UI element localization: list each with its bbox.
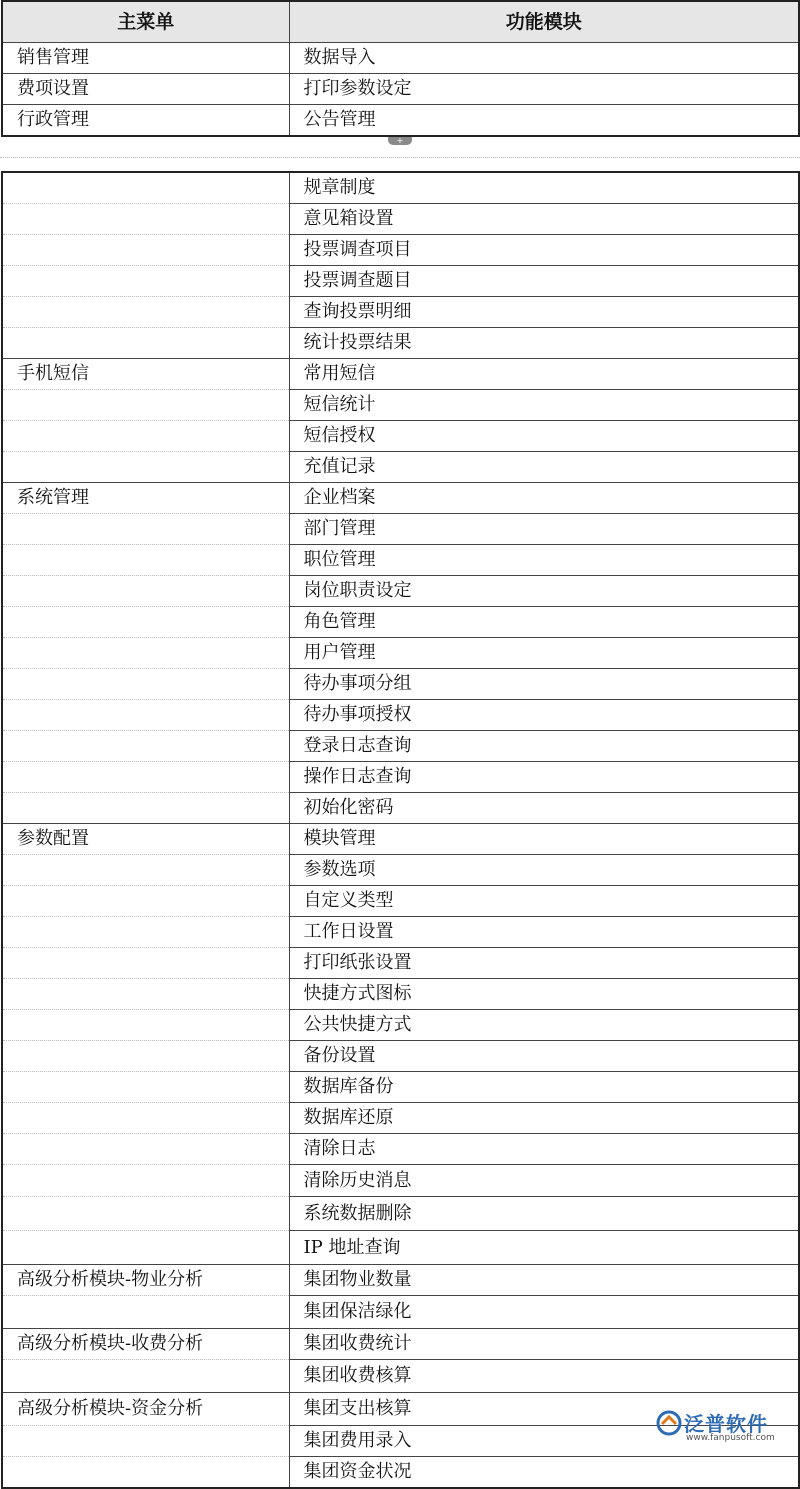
table-row <box>2 328 799 359</box>
function-module-cell: 投票调查题目 <box>289 266 799 297</box>
table-row <box>2 1231 799 1265</box>
main-menu-cell: 高级分析模块-资金分析 <box>2 1393 289 1426</box>
main-menu-cell <box>2 855 289 886</box>
main-menu-cell <box>2 1360 289 1393</box>
function-module-cell: 打印纸张设置 <box>289 948 799 979</box>
table-row <box>2 917 799 948</box>
page-break-line <box>0 157 800 158</box>
main-menu-cell <box>2 452 289 483</box>
function-module-cell: 短信统计 <box>289 390 799 421</box>
table-row <box>2 731 799 762</box>
table-row <box>2 793 799 824</box>
function-module-cell: 数据导入 <box>289 43 799 74</box>
function-module-cell: 查询投票明细 <box>289 297 799 328</box>
table-row <box>2 607 799 638</box>
function-module-cell: 短信授权 <box>289 421 799 452</box>
function-module-cell: 用户管理 <box>289 638 799 669</box>
function-module-cell: 企业档案 <box>289 483 799 514</box>
main-menu-cell: 费项设置 <box>2 74 289 105</box>
table-row <box>2 1134 799 1165</box>
function-module-cell: 待办事项分组 <box>289 669 799 700</box>
table-row <box>2 638 799 669</box>
function-module-cell: 规章制度 <box>289 172 799 204</box>
table-row <box>2 1072 799 1103</box>
table-row <box>2 390 799 421</box>
function-module-cell: 快捷方式图标 <box>289 979 799 1010</box>
function-module-cell: 集团收费核算 <box>289 1360 799 1393</box>
main-menu-cell <box>2 979 289 1010</box>
main-menu-cell: 高级分析模块-物业分析 <box>2 1265 289 1296</box>
main-menu-cell <box>2 297 289 328</box>
table-row <box>2 74 799 105</box>
table-row <box>2 886 799 917</box>
table-row <box>2 105 799 137</box>
table-row <box>2 700 799 731</box>
function-module-cell: 备份设置 <box>289 1041 799 1072</box>
function-module-cell: 集团收费统计 <box>289 1329 799 1360</box>
main-menu-cell <box>2 1103 289 1134</box>
main-menu-cell <box>2 1457 289 1489</box>
table-row <box>2 1329 799 1360</box>
main-menu-cell <box>2 328 289 359</box>
main-menu-cell <box>2 204 289 235</box>
function-module-cell: 工作日设置 <box>289 917 799 948</box>
table-row <box>2 514 799 545</box>
table-row <box>2 979 799 1010</box>
table-row <box>2 1010 799 1041</box>
table-row <box>2 948 799 979</box>
table-row <box>2 452 799 483</box>
main-menu-cell <box>2 1197 289 1231</box>
function-module-cell: 职位管理 <box>289 545 799 576</box>
function-module-cell: 公告管理 <box>289 105 799 137</box>
table-row <box>2 576 799 607</box>
table-row <box>2 235 799 266</box>
main-menu-cell <box>2 390 289 421</box>
main-menu-cell <box>2 1134 289 1165</box>
main-menu-cell <box>2 638 289 669</box>
function-module-cell: 打印参数设定 <box>289 74 799 105</box>
function-module-cell: 初始化密码 <box>289 793 799 824</box>
table-row <box>2 1457 799 1489</box>
main-menu-cell <box>2 514 289 545</box>
main-menu-cell: 手机短信 <box>2 359 289 390</box>
main-menu-cell <box>2 886 289 917</box>
logo-mark-icon <box>656 1410 682 1436</box>
table-row <box>2 1197 799 1231</box>
table-row <box>2 1296 799 1329</box>
table-row <box>2 297 799 328</box>
table-row <box>2 1041 799 1072</box>
table-row <box>2 359 799 390</box>
function-module-cell: 集团费用录入 <box>289 1426 799 1457</box>
main-menu-cell: 系统管理 <box>2 483 289 514</box>
table-row <box>2 1265 799 1296</box>
main-menu-cell <box>2 421 289 452</box>
function-module-cell: 自定义类型 <box>289 886 799 917</box>
table-row <box>2 483 799 514</box>
table-row <box>2 1360 799 1393</box>
function-module-cell: 集团保洁绿化 <box>289 1296 799 1329</box>
function-module-cell: 常用短信 <box>289 359 799 390</box>
main-menu-cell <box>2 669 289 700</box>
function-module-cell: 集团资金状况 <box>289 1457 799 1489</box>
function-module-cell: 集团物业数量 <box>289 1265 799 1296</box>
main-menu-cell <box>2 917 289 948</box>
brand-logo <box>656 1408 786 1448</box>
function-module-cell: 模块管理 <box>289 824 799 855</box>
function-module-cell: 岗位职责设定 <box>289 576 799 607</box>
table-row <box>2 266 799 297</box>
logo-brand-text: 泛普软件 <box>684 1412 768 1436</box>
main-menu-cell <box>2 576 289 607</box>
table-row <box>2 172 799 204</box>
table-row <box>2 1165 799 1197</box>
function-module-cell: 清除日志 <box>289 1134 799 1165</box>
function-module-cell: 充值记录 <box>289 452 799 483</box>
main-menu-cell: 销售管理 <box>2 43 289 74</box>
main-menu-cell <box>2 607 289 638</box>
table-row <box>2 855 799 886</box>
main-menu-cell <box>2 762 289 793</box>
function-module-cell: 参数选项 <box>289 855 799 886</box>
function-module-cell: 登录日志查询 <box>289 731 799 762</box>
function-module-cell: 统计投票结果 <box>289 328 799 359</box>
table-row <box>2 545 799 576</box>
main-menu-cell <box>2 1072 289 1103</box>
main-menu-cell <box>2 1165 289 1197</box>
main-menu-cell <box>2 793 289 824</box>
table-row <box>2 43 799 74</box>
function-module-cell: IP 地址查询 <box>289 1231 799 1265</box>
expand-page-gap-icon[interactable]: + <box>388 137 412 145</box>
main-menu-cell <box>2 1010 289 1041</box>
module-table-page2 <box>1 171 800 1489</box>
function-module-cell: 数据库还原 <box>289 1103 799 1134</box>
function-module-cell: 数据库备份 <box>289 1072 799 1103</box>
function-module-cell: 清除历史消息 <box>289 1165 799 1197</box>
main-menu-cell <box>2 948 289 979</box>
main-menu-cell <box>2 266 289 297</box>
table-row <box>2 824 799 855</box>
logo-url-text: www.fanpusoft.com <box>686 1433 775 1443</box>
module-table-page1 <box>1 0 800 137</box>
function-module-cell: 投票调查项目 <box>289 235 799 266</box>
function-module-cell: 公共快捷方式 <box>289 1010 799 1041</box>
main-menu-cell: 行政管理 <box>2 105 289 137</box>
main-menu-cell <box>2 235 289 266</box>
function-module-cell: 角色管理 <box>289 607 799 638</box>
table-row <box>2 204 799 235</box>
table-row <box>2 421 799 452</box>
function-module-cell: 待办事项授权 <box>289 700 799 731</box>
function-module-cell: 集团支出核算 <box>289 1393 799 1426</box>
main-menu-cell: 参数配置 <box>2 824 289 855</box>
main-menu-cell <box>2 1296 289 1329</box>
main-menu-cell <box>2 1426 289 1457</box>
header-function-module: 功能模块 <box>289 1 799 43</box>
table-row <box>2 669 799 700</box>
main-menu-cell <box>2 545 289 576</box>
function-module-cell: 意见箱设置 <box>289 204 799 235</box>
header-main-menu: 主菜单 <box>2 1 289 43</box>
table-header-row <box>2 1 799 43</box>
main-menu-cell <box>2 172 289 204</box>
main-menu-cell <box>2 1231 289 1265</box>
main-menu-cell <box>2 700 289 731</box>
function-module-cell: 系统数据删除 <box>289 1197 799 1231</box>
table-row <box>2 1103 799 1134</box>
function-module-cell: 部门管理 <box>289 514 799 545</box>
main-menu-cell <box>2 1041 289 1072</box>
main-menu-cell <box>2 731 289 762</box>
function-module-cell: 操作日志查询 <box>289 762 799 793</box>
table-row <box>2 762 799 793</box>
main-menu-cell: 高级分析模块-收费分析 <box>2 1329 289 1360</box>
